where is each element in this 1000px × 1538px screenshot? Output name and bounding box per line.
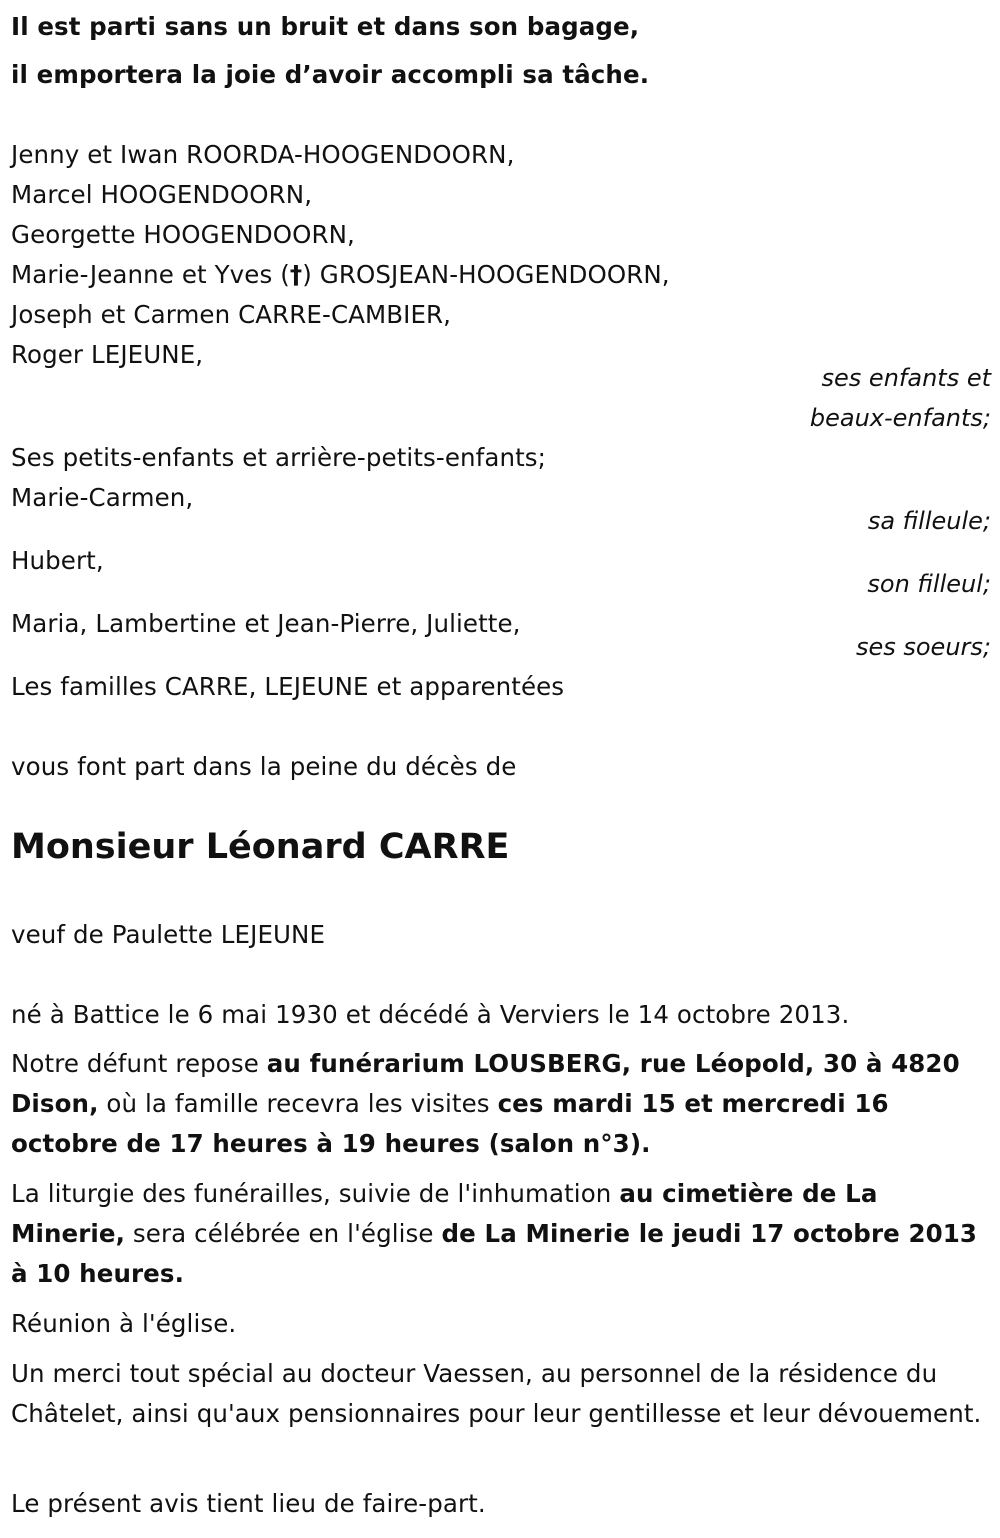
funeral-text-1: La liturgie des funérailles, suivie de l'inhumation: [11, 1179, 620, 1208]
family-child-4-part-1: Marie-Jeanne et Yves (: [11, 260, 290, 289]
family-child-4-part-2: ) GROSJEAN-HOOGENDOORN,: [302, 260, 670, 289]
family-child-6: Roger LEJEUNE,: [11, 340, 204, 369]
family-child-4: [11, 260, 670, 290]
visitation-paragraph: [11, 1044, 991, 1164]
family-child-2: Marcel HOOGENDOORN,: [11, 180, 313, 209]
family-child-3: Georgette HOOGENDOORN,: [11, 220, 355, 249]
funeral-text-2: sera célébrée en l'église: [125, 1219, 442, 1248]
thanks-paragraph: Un merci tout spécial au docteur Vaessen, au personnel de la résidence du Châtelet, ainsi qu'aux pensionnaires pour leur gentillesse et leur dévouement.: [11, 1359, 982, 1428]
family-child-5: Joseph et Carmen CARRE-CAMBIER,: [11, 300, 452, 329]
families-line: Les familles CARRE, LEJEUNE et apparentées: [11, 672, 565, 701]
goddaughter-role: sa filleule;: [867, 507, 991, 535]
goddaughter-name: Marie-Carmen,: [11, 483, 194, 512]
sisters-names: Maria, Lambertine et Jean-Pierre, Juliette,: [11, 609, 521, 638]
announcement: vous font part dans la peine du décès de: [11, 752, 517, 781]
meeting-line: Réunion à l'église.: [11, 1309, 237, 1338]
deceased-name: Monsieur Léonard CARRE: [11, 827, 510, 867]
children-role-line-2: beaux-enfants;: [809, 404, 991, 432]
visitation-text-1: Notre défunt repose: [11, 1049, 267, 1078]
godson-role: son filleul;: [867, 570, 991, 598]
epigraph-line-1: Il est parti sans un bruit et dans son bagage,: [11, 12, 640, 41]
visitation-text-2: où la famille recevra les visites: [98, 1089, 498, 1118]
visitation-bold-1: au funérarium LOUSBERG, rue Léopold, 30 à 4820 Dison,: [11, 1049, 960, 1118]
funeral-bold-1: au cimetière de La Minerie,: [11, 1179, 878, 1248]
family-child-1: Jenny et Iwan ROORDA-HOOGENDOORN,: [11, 140, 515, 169]
children-role-line-1: ses enfants et: [821, 364, 991, 392]
visitation-bold-2: ces mardi 15 et mercredi 16 octobre de 17 heures à 19 heures (salon n°3).: [11, 1089, 889, 1158]
widower-line: veuf de Paulette LEJEUNE: [11, 920, 326, 949]
notice-line: Le présent avis tient lieu de faire-part.: [11, 1489, 486, 1518]
godson-name: Hubert,: [11, 546, 104, 575]
birth-death-line: né à Battice le 6 mai 1930 et décédé à Verviers le 14 octobre 2013.: [11, 1000, 850, 1029]
grandchildren: Ses petits-enfants et arrière-petits-enfants;: [11, 443, 547, 472]
sisters-role: ses soeurs;: [855, 633, 991, 661]
epigraph-line-2: il emportera la joie d’avoir accompli sa tâche.: [11, 60, 650, 89]
cross-icon: †: [289, 260, 303, 289]
funeral-bold-2: de La Minerie le jeudi 17 octobre 2013 à 10 heures.: [11, 1219, 978, 1288]
funeral-paragraph: [11, 1174, 991, 1294]
